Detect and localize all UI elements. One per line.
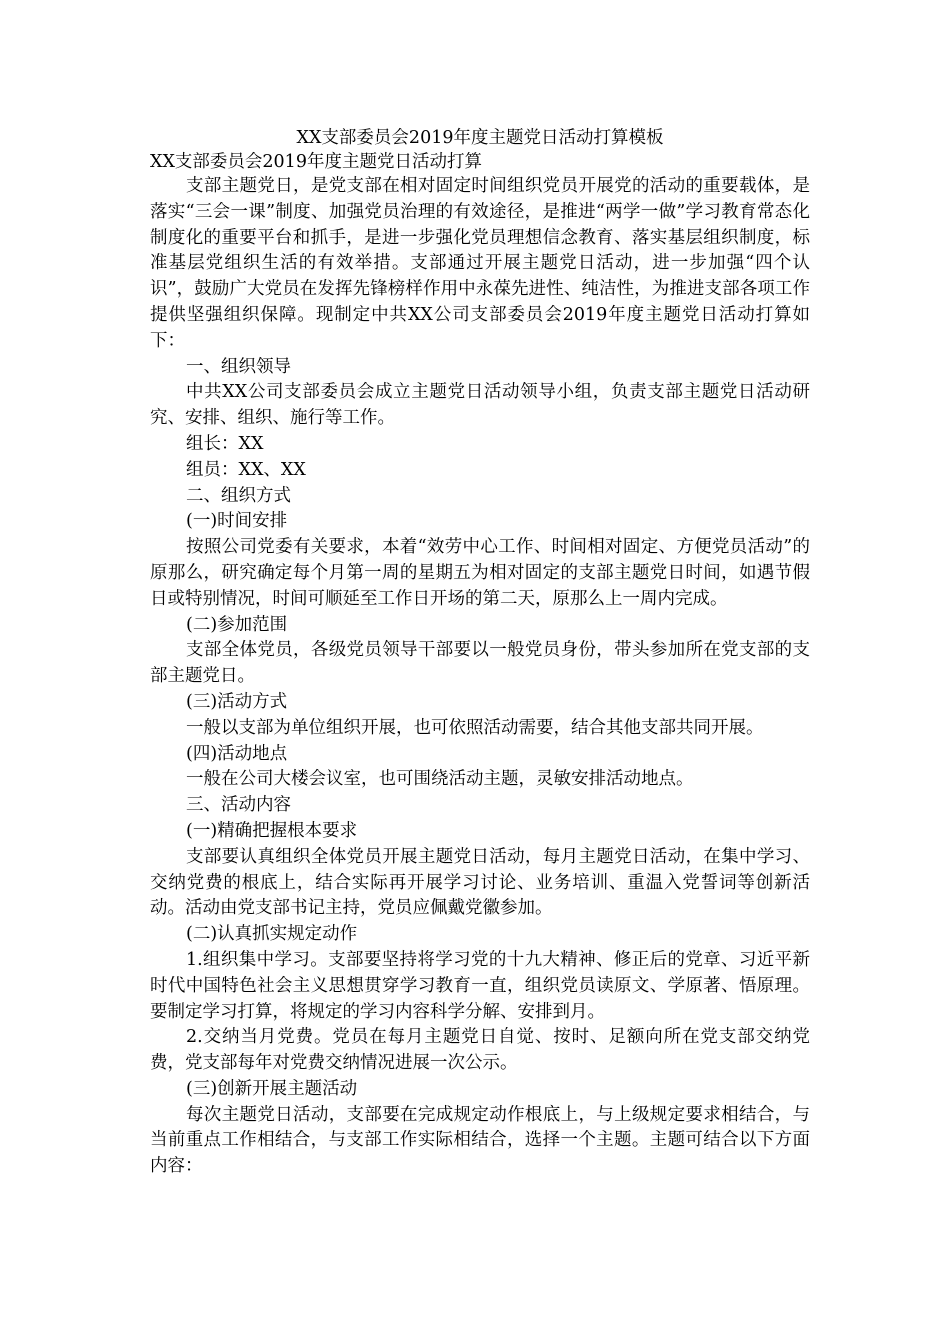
list-item-study: 1.组织集中学习。支部要坚持将学习党的十九大精神、修正后的党章、习近平新时代中国特色社会主义思想贯穿学习教育一直，组织党员读原文、学原著、悟原理。要制定学习打算，将规定的学习内容科学分解、安排到月。 [150,949,810,1022]
section-heading-content: 三、活动内容 [186,795,291,816]
leader-line: 组长：XX [186,433,264,454]
subheading-activity-mode: (三)活动方式 [186,691,288,712]
section-heading-organization: 一、组织领导 [186,356,291,377]
members-line: 组员：XX、XX [186,459,306,480]
subheading-requirements: (一)精确把握根本要求 [186,820,358,841]
subheading-time: (一)时间安排 [186,511,288,532]
document-page [150,126,810,1180]
paragraph-time: 按照公司党委有关要求，本着“效劳中心工作、时间相对固定、方便党员活动”的原那么，研究确定每个月第一周的星期五为相对固定的支部主题党日时间，如遇节假日或特别情况，时间可顺延至工作日开场的第二天，原那么上一周内完成。 [150,537,810,609]
paragraph-themed-activities: 每次主题党日活动，支部要在完成规定动作根底上，与上级规定要求相结合，与当前重点工作相结合，与支部工作实际相结合，选择一个主题。主题可结合以下方面内容： [150,1104,810,1177]
section-heading-method: 二、组织方式 [186,485,291,506]
section-paragraph-organization: 中共XX公司支部委员会成立主题党日活动领导小组，负责支部主题党日活动研究、安排、组织、施行等工作。 [150,382,810,429]
document-title: XX支部委员会2019年度主题党日活动打算模板 [296,128,664,148]
subheading-scope: (二)参加范围 [186,614,288,635]
intro-paragraph: 支部主题党日，是党支部在相对固定时间组织党员开展党的活动的重要载体，是落实“三会一课”制度、加强党员治理的有效途径，是推进“两学一做”学习教育常态化制度化的重要平台和抓手，是进一步强化党员理想信念教育、落实基层组织制度，标准基层党组织生活的有效举措。支部通过开展主题党日活动，进一步加强“四个认识”，鼓励广大党员在发挥先锋榜样作用中永葆先进性、纯洁性，为推进支部各项工作提供坚强组织保障。现制定中共XX公司支部委员会2019年度主题党日活动打算如下： [150,176,810,351]
paragraph-location: 一般在公司大楼会议室，也可围绕活动主题，灵敏安排活动地点。 [186,769,694,790]
paragraph-scope: 支部全体党员，各级党员领导干部要以一般党员身份，带头参加所在党支部的支部主题党日。 [150,640,810,687]
paragraph-activity-mode: 一般以支部为单位组织开展，也可依照活动需要，结合其他支部共同开展。 [186,717,764,738]
subheading-required-actions: (二)认真抓实规定动作 [186,924,358,945]
list-item-dues: 2.交纳当月党费。党员在每月主题党日自觉、按时、足额向所在党支部交纳党费，党支部每年对党费交纳情况进展一次公示。 [150,1027,810,1074]
subheading-location: (四)活动地点 [186,743,288,764]
paragraph-requirements: 支部要认真组织全体党员开展主题党日活动，每月主题党日活动，在集中学习、交纳党费的根底上，结合实际再开展学习讨论、业务培训、重温入党誓词等创新活动。活动由党支部书记主持，党员应佩戴党徽参加。 [150,846,810,919]
document-subtitle: XX支部委员会2019年度主题党日活动打算 [150,152,482,172]
subheading-themed-activities: (三)创新开展主题活动 [186,1078,358,1099]
